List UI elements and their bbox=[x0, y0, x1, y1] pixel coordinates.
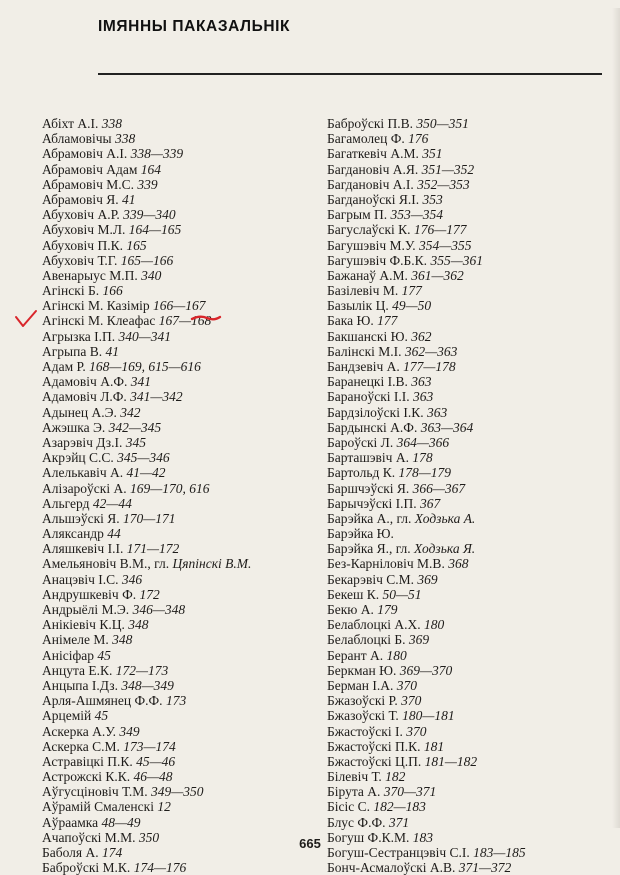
entry-pages: 346—348 bbox=[132, 602, 186, 617]
entry-pages: Ходзька Я. bbox=[414, 541, 476, 557]
entry-name: Барычэўскі І.П. bbox=[327, 495, 417, 511]
entry-name: Базылік Ц. bbox=[327, 298, 389, 314]
entry-pages: 353 bbox=[422, 191, 443, 207]
entry-pages: 172 bbox=[139, 586, 160, 602]
entry-name: Аляшкевіч І.І. bbox=[42, 541, 124, 557]
entry-name: Бжазоўскі Т. bbox=[327, 708, 399, 724]
entry-pages: 183 bbox=[412, 829, 433, 845]
entry-pages: 371 bbox=[388, 814, 410, 830]
entry-pages: 338—339 bbox=[130, 146, 184, 162]
entry-pages: 169—170, 616 bbox=[130, 480, 210, 496]
entry-pages: 361—362 bbox=[411, 267, 464, 283]
entry-name: Адынец А.Э. bbox=[42, 404, 117, 420]
entry-name: Аўрамій Смаленскі bbox=[42, 799, 154, 815]
entry-name: Бжастоўскі П.К. bbox=[327, 738, 421, 754]
entry-name: Астрожскі К.К. bbox=[42, 769, 131, 785]
entry-pages: 362—363 bbox=[404, 343, 458, 359]
entry-pages: 41 bbox=[122, 191, 136, 207]
entry-pages: 363 bbox=[413, 389, 434, 405]
checkmark-icon bbox=[16, 311, 36, 326]
entry-pages: 367 bbox=[419, 495, 441, 511]
entry-name: Аскерка А.У. bbox=[42, 723, 116, 739]
entry-name: Баранецкі І.В. bbox=[327, 374, 408, 390]
entry-name: Багушэвіч Ф.Б.К. bbox=[327, 252, 428, 268]
entry-pages: 355—361 bbox=[430, 252, 483, 268]
entry-pages: 166 bbox=[102, 283, 123, 299]
entry-pages: 352—353 bbox=[417, 176, 470, 192]
entry-pages: 363—364 bbox=[420, 419, 474, 435]
entry-pages: 168—169, 615—616 bbox=[89, 359, 201, 374]
entry-pages: 177—178 bbox=[403, 359, 456, 374]
entry-name: Бірута А. bbox=[327, 784, 381, 800]
entry-name: Бакшанскі Ю. bbox=[327, 328, 408, 344]
entry-pages: 12 bbox=[157, 799, 171, 815]
entry-pages: 177 bbox=[401, 283, 422, 299]
entry-name: Бардзілоўскі І.К. bbox=[327, 404, 424, 420]
entry-name: Бекарэвіч С.М. bbox=[327, 571, 415, 587]
entry-pages: 342 bbox=[120, 404, 141, 420]
entry-name: Богуш Ф.К.М. bbox=[327, 829, 410, 845]
entry-name: Алелькавіч А. bbox=[42, 465, 124, 481]
entry-name: Білевіч Т. bbox=[327, 769, 382, 785]
entry-pages: 174—176 bbox=[133, 860, 187, 875]
entry-pages: 44 bbox=[107, 526, 121, 542]
entry-name: Баршчэўскі Я. bbox=[327, 480, 410, 496]
entry-pages: 363 bbox=[426, 404, 448, 420]
entry-pages: 170—171 bbox=[123, 510, 176, 526]
entry-pages: 165—166 bbox=[120, 252, 174, 268]
entry-name: Богуш-Сестранцэвіч С.І. bbox=[327, 845, 470, 860]
entry-name: Акрэйц С.С. bbox=[42, 450, 114, 466]
entry-name: Алізароўскі А. bbox=[42, 480, 127, 496]
entry-pages: 171—172 bbox=[126, 541, 180, 557]
entry-pages: 178—179 bbox=[398, 465, 452, 481]
entry-name: Аляксандр bbox=[42, 526, 104, 542]
entry-name: Абрамовіч Я. bbox=[42, 191, 119, 207]
entry-pages: 50—51 bbox=[382, 586, 422, 602]
entry-pages: 364—366 bbox=[396, 434, 450, 450]
entry-name: Анімеле М. bbox=[42, 632, 109, 648]
entry-name: Белаблоцкі Б. bbox=[327, 632, 406, 648]
entry-name: Барэйка Ю. bbox=[327, 526, 394, 542]
entry-name: Агінскі М. Казімір bbox=[42, 298, 150, 314]
entry-name: Анцыпа І.Дз. bbox=[42, 677, 118, 693]
entry-name: Агінскі Б. bbox=[42, 283, 100, 299]
entry-name: Амельяновіч В.М., гл. bbox=[42, 556, 170, 572]
entry-name: Бардынскі А.Ф. bbox=[327, 419, 418, 435]
entry-pages: 354—355 bbox=[419, 237, 472, 253]
entry-name: Бжастоўскі Ц.П. bbox=[327, 753, 422, 769]
entry-pages: 165 bbox=[126, 237, 147, 253]
entry-name: Абрамовіч М.С. bbox=[42, 176, 135, 192]
entry-pages: 182—183 bbox=[373, 799, 426, 815]
entry-pages: 173—174 bbox=[123, 738, 176, 754]
entry-name: Барташэвіч А. bbox=[327, 450, 409, 466]
entry-name: Аўраамка bbox=[42, 814, 99, 830]
entry-pages: 176 bbox=[408, 131, 429, 147]
entry-name: Багданоўскі Я.І. bbox=[327, 191, 420, 207]
entry-name: Бажанаў А.М. bbox=[327, 267, 408, 283]
entry-name: Абуховіч Т.Г. bbox=[42, 252, 118, 268]
entry-name: Анцута Е.К. bbox=[42, 662, 113, 678]
entry-name: Анацэвіч І.С. bbox=[42, 571, 119, 587]
entry-pages: 353—354 bbox=[390, 207, 444, 223]
entry-name: Багрым П. bbox=[327, 207, 388, 223]
entry-pages: 339—340 bbox=[123, 207, 176, 223]
entry-pages: Цяпінскі В.М. bbox=[172, 556, 252, 572]
entry-name: Агрыпа В. bbox=[42, 343, 103, 359]
entry-name: Анікіевіч К.Ц. bbox=[42, 617, 125, 633]
entry-name: Баболя А. bbox=[42, 845, 99, 860]
entry-pages: 173 bbox=[165, 693, 187, 709]
entry-name: Блус Ф.Ф. bbox=[327, 814, 386, 830]
entry-name: Ачапоўскі М.М. bbox=[42, 829, 136, 845]
entry-pages: 172—173 bbox=[115, 662, 169, 678]
entry-pages: 46—48 bbox=[133, 769, 173, 785]
entry-pages: 341 bbox=[130, 374, 151, 390]
entry-name: Берман І.А. bbox=[327, 677, 394, 693]
entry-pages: 370 bbox=[406, 723, 427, 739]
entry-pages: 366—367 bbox=[412, 480, 466, 496]
entry-pages: 368 bbox=[448, 556, 469, 572]
page-number: 665 bbox=[299, 836, 321, 851]
entry-name: Бандзевіч А. bbox=[327, 359, 400, 374]
entry-pages: 346 bbox=[121, 571, 143, 587]
entry-name: Беркман Ю. bbox=[327, 662, 397, 678]
entry-pages: 370 bbox=[401, 693, 422, 709]
entry-pages: 177 bbox=[377, 313, 398, 329]
entry-pages: 176—177 bbox=[413, 222, 467, 238]
entry-name: Бісіс С. bbox=[327, 799, 370, 815]
entry-name: Азарэвіч Дз.І. bbox=[42, 434, 123, 450]
entry-pages: 351 bbox=[422, 146, 443, 162]
entry-pages: 351—352 bbox=[421, 161, 475, 177]
entry-pages: 369—370 bbox=[399, 662, 453, 678]
entry-pages: 45 bbox=[94, 708, 109, 724]
entry-name: Абрамовіч А.І. bbox=[42, 146, 128, 162]
entry-pages: 341—342 bbox=[130, 389, 183, 405]
entry-pages: 41—42 bbox=[126, 465, 166, 481]
entry-name: Берант А. bbox=[327, 647, 384, 663]
entry-pages: 369 bbox=[408, 632, 430, 648]
entry-name: Балінскі М.І. bbox=[327, 343, 402, 359]
entry-pages: 363 bbox=[411, 374, 432, 390]
entry-pages: 174 bbox=[102, 845, 123, 860]
entry-name: Анісіфар bbox=[42, 647, 94, 663]
entry-pages: 362 bbox=[411, 328, 432, 344]
entry-pages: 42—44 bbox=[92, 495, 132, 511]
entry-pages: 349—350 bbox=[151, 784, 204, 800]
entry-pages: 164—165 bbox=[128, 222, 182, 238]
entry-name: Базілевіч М. bbox=[327, 283, 399, 299]
entry-name: Бароўскі Л. bbox=[327, 434, 394, 450]
entry-pages: 350 bbox=[138, 829, 160, 845]
entry-name: Адамовіч Л.Ф. bbox=[42, 389, 127, 405]
entry-name: Белаблоцкі А.Х. bbox=[327, 617, 421, 633]
page-heading: ІМЯННЫ ПАКАЗАЛЬНІК bbox=[98, 18, 291, 35]
entry-name: Абламовічы bbox=[42, 131, 112, 147]
underline-stroke-icon bbox=[192, 317, 220, 320]
entry-name: Без-Карніловіч М.В. bbox=[327, 556, 445, 572]
entry-name: Бекеш К. bbox=[327, 586, 380, 602]
entry-pages: 350—351 bbox=[416, 116, 469, 131]
entry-pages: 180 bbox=[424, 617, 445, 633]
entry-pages: 180 bbox=[386, 647, 407, 663]
entry-name: Астравіцкі П.К. bbox=[42, 753, 133, 769]
entry-name: Баброўскі М.К. bbox=[42, 860, 131, 875]
entry-name: Багамолец Ф. bbox=[327, 131, 405, 147]
entry-pages: 178 bbox=[412, 450, 433, 466]
entry-name: Бжастоўскі І. bbox=[327, 723, 403, 739]
entry-pages: 339 bbox=[137, 176, 158, 192]
entry-name: Альгерд bbox=[42, 495, 90, 511]
entry-name: Бжазоўскі Р. bbox=[327, 693, 398, 709]
entry-name: Андрушкевіч Ф. bbox=[42, 586, 137, 602]
entry-pages: 338 bbox=[101, 116, 122, 131]
entry-pages: 179 bbox=[377, 602, 398, 617]
entry-pages: 183—185 bbox=[473, 845, 526, 860]
entry-pages: 345 bbox=[125, 434, 146, 450]
entry-pages: 180—181 bbox=[402, 708, 455, 724]
entry-name: Бонч-Асмалоўскі А.В. bbox=[327, 860, 456, 875]
entry-pages: 371—372 bbox=[458, 860, 512, 875]
entry-name: Абуховіч М.Л. bbox=[42, 222, 126, 238]
entry-name: Багдановіч А.І. bbox=[327, 176, 414, 192]
entry-name: Арля-Ашмянец Ф.Ф. bbox=[42, 693, 163, 709]
entry-pages: 370 bbox=[396, 677, 417, 693]
entry-name: Агрызка І.П. bbox=[42, 328, 116, 344]
entry-pages: 340 bbox=[141, 267, 162, 283]
entry-pages: 348—349 bbox=[121, 677, 174, 693]
entry-name: Адам Р. bbox=[42, 359, 86, 374]
entry-pages: 369 bbox=[417, 571, 438, 587]
entry-pages: 348 bbox=[128, 617, 149, 633]
entry-name: Багушэвіч М.У. bbox=[327, 237, 416, 253]
entry-pages: 41 bbox=[105, 343, 119, 359]
entry-pages: 348 bbox=[112, 632, 133, 648]
entry-name: Багаткевіч А.М. bbox=[327, 146, 419, 162]
entry-name: Абуховіч А.Р. bbox=[42, 207, 120, 223]
entry-name: Багдановіч А.Я. bbox=[327, 161, 419, 177]
entry-name: Авенарыус М.П. bbox=[42, 267, 138, 283]
entry-pages: 340—341 bbox=[118, 328, 172, 344]
entry-pages: 45—46 bbox=[136, 753, 176, 769]
entry-pages: 181 bbox=[423, 738, 445, 754]
entry-pages: 370—371 bbox=[383, 784, 437, 800]
entry-name: Аскерка С.М. bbox=[42, 738, 120, 754]
entry-pages: 345—346 bbox=[117, 450, 170, 466]
entry-name: Аўгусціновіч Т.М. bbox=[42, 784, 148, 800]
entry-pages: 166—167 bbox=[153, 298, 206, 314]
entry-name: Абуховіч П.К. bbox=[42, 237, 123, 253]
entry-name: Ажэшка Э. bbox=[42, 419, 106, 435]
entry-name: Абрамовіч Адам bbox=[42, 161, 138, 177]
entry-pages: 167—168 bbox=[158, 313, 212, 329]
entry-name: Бараноўскі І.І. bbox=[327, 389, 410, 405]
entry-pages: 48—49 bbox=[101, 814, 141, 830]
entry-name: Барэйка А., гл. bbox=[327, 510, 412, 526]
entry-pages: 342—345 bbox=[108, 419, 162, 435]
entry-pages: 49—50 bbox=[392, 298, 432, 314]
entry-name: Бака Ю. bbox=[327, 313, 374, 329]
entry-name: Бартольд К. bbox=[327, 465, 396, 481]
entry-name: Альшэўскі Я. bbox=[42, 510, 120, 526]
entry-name: Бекю А. bbox=[327, 602, 374, 617]
entry-name: Адамовіч А.Ф. bbox=[42, 374, 128, 390]
entry-name: Арцемій bbox=[42, 708, 92, 724]
entry-pages: 164 bbox=[140, 161, 162, 177]
entry-pages: 182 bbox=[385, 769, 406, 785]
entry-name: Абіхт А.І. bbox=[42, 116, 99, 131]
entry-pages: 338 bbox=[114, 131, 136, 147]
entry-name: Багуслаўскі К. bbox=[327, 222, 411, 238]
entry-name: Барэйка Я., гл. bbox=[327, 541, 411, 557]
entry-name: Агінскі М. Клеафас bbox=[42, 313, 156, 329]
entry-pages: Ходзька А. bbox=[414, 510, 476, 526]
entry-pages: 349 bbox=[119, 723, 140, 739]
entry-pages: 45 bbox=[97, 647, 111, 663]
entry-pages: 181—182 bbox=[424, 753, 478, 769]
entry-name: Андрыёлі М.Э. bbox=[42, 602, 130, 617]
entry-name: Баброўскі П.В. bbox=[327, 116, 414, 131]
